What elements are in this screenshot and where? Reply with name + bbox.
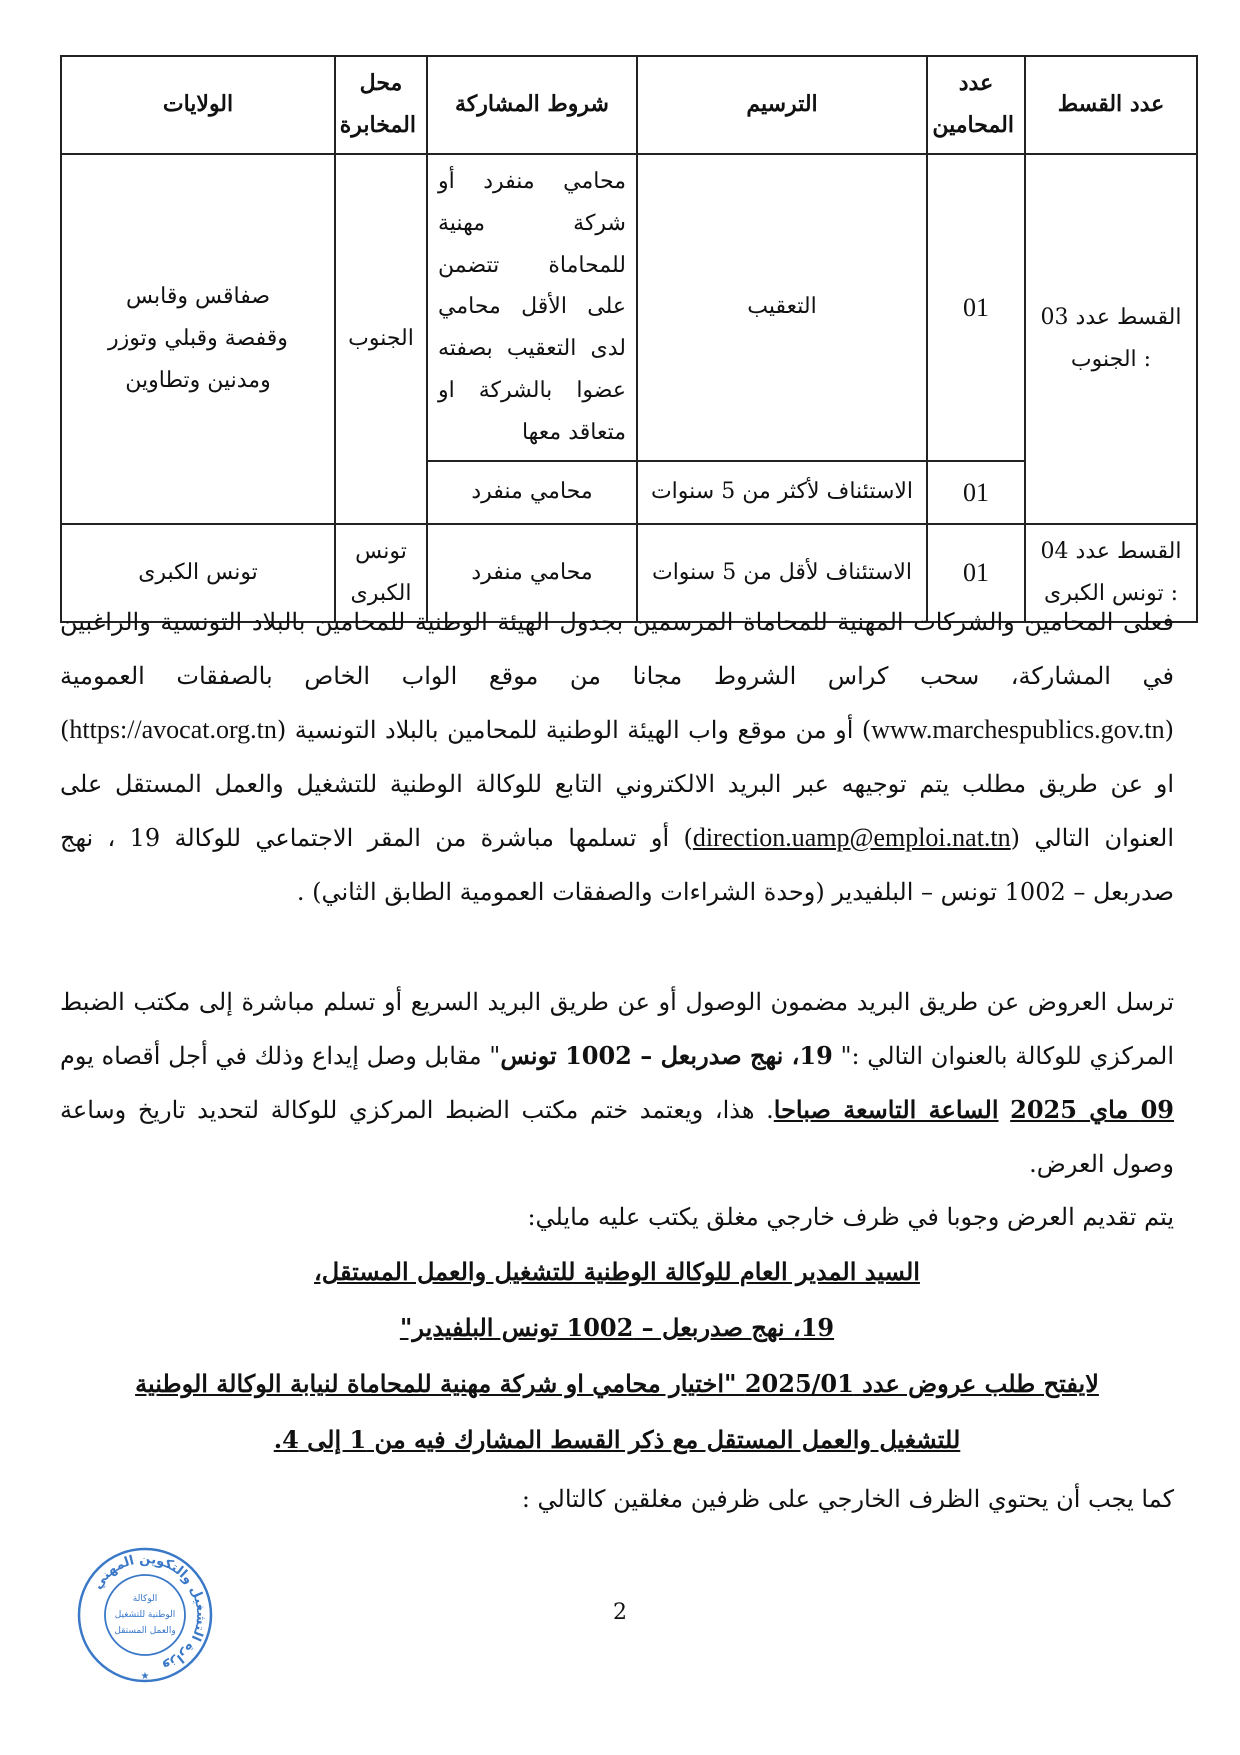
stamp-outer-text: وزارة التشغيل والتكوين المهني [90, 1551, 209, 1675]
para1-text-4: ) أو تسلمها مباشرة من المقر الاجتماعي للوكالة 19 ، نهج صدربعل – 1002 تونس – البلفيدير (وحدة الشراءات والصفقات العمومية الطابق الثاني) . [60, 824, 1174, 906]
table-row [61, 154, 1197, 461]
header-lot: عدد القسط [1025, 56, 1197, 154]
para2-text-3 [999, 1096, 1011, 1124]
header-conditions: شروط المشاركة [427, 56, 637, 154]
envelope-line-2: 19، نهج صدربعل – 1002 تونس البلفيدير" [399, 1313, 835, 1342]
lot4-correspondence: تونس الكبرى [335, 524, 427, 622]
para1-text-1: فعلى المحامين والشركات المهنية للمحاماة المرسمين بجدول الهيئة الوطنية للمحامين بالبلاد التونسية والراغبين في المشاركة، سحب كراس الشروط مجانا من موقع الواب الخاص بالصفقات العمومية ( [60, 608, 1175, 744]
lot4-conditions: محامي منفرد [427, 524, 637, 622]
lot3-label: القسط عدد 03 : الجنوب [1025, 154, 1197, 524]
lots-table [60, 55, 1198, 623]
envelope-line-4: للتشغيل والعمل المستقل مع ذكر القسط المشارك فيه من 1 إلى 4. [273, 1425, 961, 1454]
deadline-date: 09 ماي 2025 [1010, 1095, 1174, 1124]
para1-text-2: ) أو من موقع واب الهيئة الوطنية للمحامين بالبلاد التونسية ( [276, 716, 872, 744]
lot4-label: القسط عدد 04 : تونس الكبرى [1025, 524, 1197, 622]
official-stamp-icon [75, 1545, 215, 1685]
lot3-row1-registration: التعقيب [637, 154, 927, 461]
para1-text-3: ) او عن طريق مطلب يتم توجيهه عبر البريد الالكتروني التابع للوكالة الوطنية للتشغيل والعمل المستقل على العنوان التالي ( [60, 716, 1174, 852]
lot3-row1-conditions: محامي منفرد أو شركة مهنية للمحاماة تتضمن على الأقل محامي لدى التعقيب بصفته عضوا بالشركة او متعاقد معها [427, 154, 637, 461]
para2-text-1: ترسل العروض عن طريق البريد مضمون الوصول أو عن طريق البريد السريع أو تسلم مباشرة إلى مكتب الضبط المركزي للوكالة بالعنوان التالي :" [60, 988, 1175, 1070]
page-number: 2 [613, 1600, 627, 1625]
lot4-registration: الاستئناف لأقل من 5 سنوات [637, 524, 927, 622]
header-registration: الترسيم [637, 56, 927, 154]
lot3-row2-count: 01 [927, 461, 1025, 524]
header-correspondence: محل المخابرة [335, 56, 427, 154]
stamp-star-icon: ★ [140, 1671, 150, 1682]
para2-text-4: . هذا، ويعتمد ختم مكتب الضبط المركزي للوكالة لتحديد تاريخ وساعة وصول العرض. [60, 1096, 1174, 1178]
table-header-row [61, 56, 1197, 154]
stamp-inner-3: والعمل المستقل [114, 1626, 176, 1636]
paragraph-inner-envelopes: كما يجب أن يحتوي الظرف الخارجي على ظرفين مغلقين كالتالي : [521, 1485, 1174, 1513]
para2-text-2: " مقابل وصل إيداع وذلك في أجل أقصاه يوم [60, 1042, 501, 1070]
lot3-row2-conditions: محامي منفرد [427, 461, 637, 524]
envelope-line-3: لايفتح طلب عروض عدد 2025/01 "اختيار محامي او شركة مهنية للمحاماة لنيابة الوكالة الوطنية [135, 1369, 1099, 1398]
lot3-correspondence: الجنوب [335, 154, 427, 524]
envelope-line-1: السيد المدير العام للوكالة الوطنية للتشغيل والعمل المستقل، [314, 1257, 920, 1286]
marchespublics-link[interactable]: www.marchespublics.gov.tn [871, 715, 1165, 744]
deadline-time: الساعة التاسعة صباحا [773, 1095, 999, 1124]
address-bold: 19، نهج صدربعل – 1002 تونس [500, 1041, 833, 1070]
lot3-row2-registration: الاستئناف لأكثر من 5 سنوات [637, 461, 927, 524]
lot4-governorates: تونس الكبرى [61, 524, 335, 622]
header-lawyer-count: عدد المحامين [927, 56, 1025, 154]
stamp-inner-2: الوطنية للتشغيل [114, 1610, 176, 1620]
lot4-count: 01 [927, 524, 1025, 622]
header-governorates: الولايات [61, 56, 335, 154]
lot3-governorates: صفاقس وقابس وقفصة وقبلي وتوزر ومدنين وتطاوين [61, 154, 335, 524]
lot3-row1-count: 01 [927, 154, 1025, 461]
paragraph-envelope-intro: يتم تقديم العرض وجوبا في ظرف خارجي مغلق يكتب عليه مايلي: [527, 1203, 1174, 1231]
stamp-inner-1: الوكالة [132, 1594, 158, 1604]
email-link[interactable]: direction.uamp@emploi.nat.tn [692, 823, 1011, 852]
avocat-link[interactable]: https://avocat.org.tn [69, 715, 277, 744]
paragraph-submission-instructions [60, 975, 1174, 1191]
paragraph-download-instructions [60, 595, 1174, 919]
